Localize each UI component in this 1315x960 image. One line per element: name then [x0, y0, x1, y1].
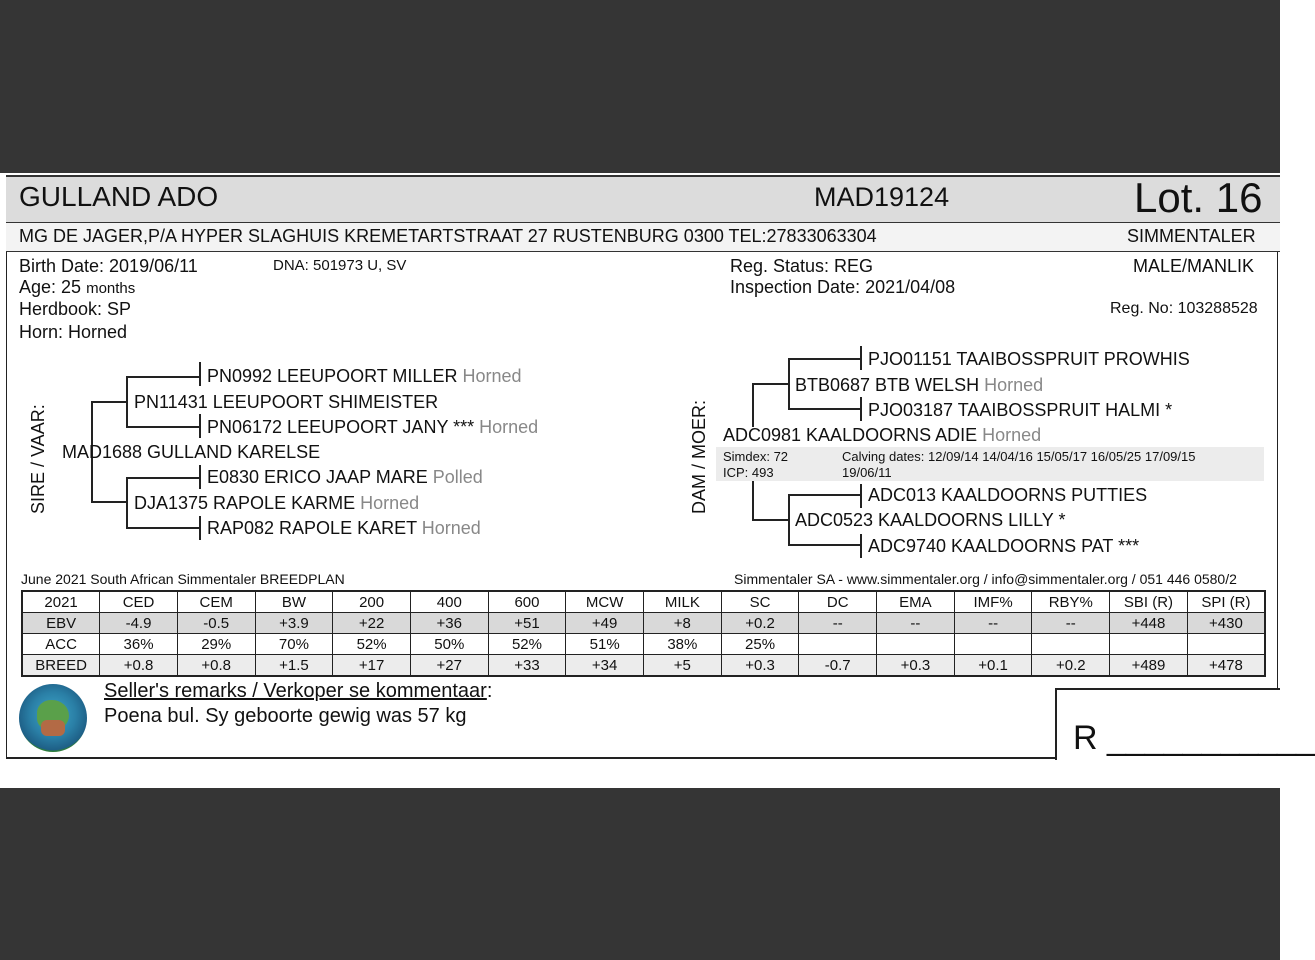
dam-sire-dam: PJO03187 TAAIBOSSPRUIT HALMI * — [868, 400, 1173, 420]
table-cell — [1110, 634, 1188, 655]
table-cell: -- — [1032, 613, 1110, 634]
sex: MALE/MANLIK — [1133, 256, 1255, 276]
dam-dam-tick — [199, 516, 201, 540]
table-cell: EBV — [22, 613, 100, 634]
table-cell — [1032, 634, 1110, 655]
header-cell: CED — [100, 591, 178, 613]
sire-dam-tick — [199, 414, 201, 438]
dam-main — [723, 425, 1041, 446]
dna-info: DNA: 501973 U, SV — [273, 257, 407, 274]
sire-dam-dam — [207, 518, 481, 539]
table-cell: 25% — [721, 634, 799, 655]
table-cell: +430 — [1187, 613, 1265, 634]
table-cell: +0.3 — [721, 655, 799, 677]
horn-tag: Horned — [462, 366, 522, 386]
price-field[interactable]: R ___________ — [1073, 719, 1315, 757]
dam-sire-dam-tick — [860, 397, 862, 421]
table-cell: +33 — [488, 655, 566, 677]
dam-sire-sire-tick — [860, 346, 862, 370]
header-cell: 600 — [488, 591, 566, 613]
sire-sire: PN11431 LEEUPOORT SHIMEISTER — [134, 392, 439, 412]
dam-bracket-bottom — [752, 519, 790, 521]
header-cell: MCW — [566, 591, 644, 613]
table-cell: -0.5 — [177, 613, 255, 634]
table-cell: +22 — [333, 613, 411, 634]
table-cell: +34 — [566, 655, 644, 677]
table-cell: +489 — [1110, 655, 1188, 677]
header-cell: CEM — [177, 591, 255, 613]
table-header-row — [22, 591, 1265, 613]
horn-tag: Horned — [360, 493, 420, 513]
reg-number: Reg. No: 103288528 — [1110, 300, 1258, 317]
calving-dates — [842, 449, 1195, 464]
sire-sire-tick — [199, 362, 201, 386]
sire-main: MAD1688 GULLAND KARELSE — [62, 442, 321, 462]
table-cell: -- — [799, 613, 877, 634]
dam-bracket-lower — [752, 481, 754, 521]
table-cell: +448 — [1110, 613, 1188, 634]
table-row-ebv — [22, 613, 1265, 634]
table-cell: +0.3 — [877, 655, 955, 677]
dam-sire — [795, 375, 1043, 396]
table-cell: -- — [954, 613, 1032, 634]
pedigree-name: RAP082 RAPOLE KARET — [207, 518, 417, 538]
table-cell: BREED — [22, 655, 100, 677]
header-cell: DC — [799, 591, 877, 613]
age-value: Age: 25 — [19, 277, 82, 297]
dam-dam-dam-tick — [860, 534, 862, 558]
lot-number: Lot. 16 — [1134, 174, 1263, 221]
dam-sire-bracket-top — [788, 358, 862, 360]
table-cell: +27 — [410, 655, 488, 677]
table-cell: 52% — [488, 634, 566, 655]
sire-sire-bracket-top — [126, 376, 201, 378]
horn-tag: Horned — [421, 518, 481, 538]
dam-dam: ADC0523 KAALDOORNS LILLY * — [795, 510, 1066, 530]
sire-sire-dam — [207, 417, 538, 438]
dam-side-label: DAM / MOER: — [689, 399, 709, 514]
header-cell: BW — [255, 591, 333, 613]
animal-name: GULLAND ADO — [19, 181, 219, 212]
remarks-heading-colon: : — [486, 680, 493, 702]
table-cell: +0.1 — [954, 655, 1032, 677]
dam-sire-bracket-top — [126, 477, 201, 479]
dam-sire-bracket — [788, 358, 790, 410]
table-cell: 50% — [410, 634, 488, 655]
table-cell: +36 — [410, 613, 488, 634]
calving-dates-2: 19/06/11 — [842, 465, 892, 480]
sire-sire-bracket-bottom — [126, 426, 201, 428]
pedigree-name: PN0992 LEEUPOORT MILLER — [207, 366, 458, 386]
breed-name: SIMMENTALER — [1127, 226, 1256, 246]
pedigree-name: E0830 ERICO JAAP MARE — [207, 467, 428, 487]
card-bottom-border — [6, 757, 1057, 759]
pedigree-name: BTB0687 BTB WELSH — [795, 375, 980, 395]
table-cell: +5 — [644, 655, 722, 677]
birth-date: Birth Date: 2019/06/11 — [19, 256, 198, 276]
dam-sire-tick — [199, 465, 201, 489]
contact-caption: Simmentaler SA - www.simmentaler.org / info@simmentaler.org / 051 446 0580/2 — [734, 571, 1237, 587]
dam-dam-sire: ADC013 KAALDOORNS PUTTIES — [868, 485, 1148, 505]
remarks-text: Poena bul. Sy geboorte gewig was 57 kg — [104, 705, 467, 727]
table-cell: 70% — [255, 634, 333, 655]
dam-sire-bracket-bottom — [126, 527, 201, 529]
table-cell — [877, 634, 955, 655]
herdbook: Herdbook: SP — [19, 299, 132, 319]
dam-dam-bracket — [788, 494, 790, 546]
header-cell: IMF% — [954, 591, 1032, 613]
simdex: Simdex: 72 — [723, 449, 789, 464]
table-cell: +478 — [1187, 655, 1265, 677]
table-cell: -- — [877, 613, 955, 634]
dam-sire-bracket — [126, 477, 128, 528]
horn-tag: Horned — [982, 425, 1042, 445]
header-cell: 200 — [333, 591, 411, 613]
horn-tag: Polled — [432, 467, 483, 487]
sire-bracket-top — [91, 401, 128, 403]
header-cell: RBY% — [1032, 591, 1110, 613]
breedplan-table — [21, 590, 1266, 677]
table-cell: 36% — [100, 634, 178, 655]
table-row-acc — [22, 634, 1265, 655]
table-cell: 52% — [333, 634, 411, 655]
sire-sire-bracket — [126, 376, 128, 427]
top-dark-band — [0, 0, 1280, 173]
table-row-breed — [22, 655, 1265, 677]
remarks-heading-text: Seller's remarks / Verkoper se kommentaar — [104, 680, 487, 702]
table-cell: -0.7 — [799, 655, 877, 677]
icp: ICP: 493 — [723, 465, 774, 480]
remarks-heading — [104, 680, 492, 703]
logo-cow-shape — [41, 720, 65, 736]
header-cell: 2021 — [22, 591, 100, 613]
reg-status: Reg. Status: REG — [730, 256, 874, 276]
dam-dam-dam: ADC9740 KAALDOORNS PAT *** — [868, 536, 1140, 556]
age — [19, 277, 135, 298]
horn-tag: Horned — [984, 375, 1044, 395]
pedigree-name: ADC0981 KAALDOORNS ADIE — [723, 425, 978, 445]
age-unit: months — [86, 280, 136, 297]
header-cell: MILK — [644, 591, 722, 613]
calving-date-list: 12/09/14 14/04/16 15/05/17 16/05/25 17/09/15 — [928, 449, 1196, 464]
sire-dam-sire — [207, 467, 483, 488]
simmentaler-logo-icon — [19, 684, 87, 752]
table-cell: +51 — [488, 613, 566, 634]
sire-bracket-bottom — [91, 501, 128, 503]
calving-label: Calving dates: — [842, 449, 925, 464]
table-cell: 38% — [644, 634, 722, 655]
table-cell — [1187, 634, 1265, 655]
table-cell: +0.8 — [177, 655, 255, 677]
animal-id: MAD19124 — [814, 182, 950, 212]
dam-dam-bracket-bottom — [788, 544, 862, 546]
table-cell: ACC — [22, 634, 100, 655]
table-cell — [799, 634, 877, 655]
inspection-date: Inspection Date: 2021/04/08 — [730, 277, 956, 297]
dam-bracket-upper — [752, 383, 754, 427]
header-cell: SC — [721, 591, 799, 613]
dam-dam-sire-tick — [860, 484, 862, 508]
table-cell: -4.9 — [100, 613, 178, 634]
dam-dam-bracket-top — [788, 494, 862, 496]
table-cell: +1.5 — [255, 655, 333, 677]
table-cell: 51% — [566, 634, 644, 655]
pedigree-name: DJA1375 RAPOLE KARME — [134, 493, 356, 513]
table-cell — [954, 634, 1032, 655]
table-cell: 29% — [177, 634, 255, 655]
sire-side-label: SIRE / VAAR: — [28, 404, 48, 514]
pedigree-name: PN06172 LEEUPOORT JANY *** — [207, 417, 475, 437]
sire-dam — [134, 493, 419, 514]
sire-sire-sire — [207, 366, 522, 387]
dam-bracket-top — [752, 383, 790, 385]
header-cell: SBI (R) — [1110, 591, 1188, 613]
table-cell: +49 — [566, 613, 644, 634]
breedplan-caption: June 2021 South African Simmentaler BREEDPLAN — [21, 571, 345, 587]
dam-sire-sire: PJO01151 TAAIBOSSPRUIT PROWHIS — [868, 349, 1190, 369]
dam-sire-bracket-bottom — [788, 408, 862, 410]
bottom-dark-band — [0, 788, 1280, 960]
table-cell: +0.2 — [1032, 655, 1110, 677]
table-cell: +17 — [333, 655, 411, 677]
horn-tag: Horned — [479, 417, 539, 437]
table-cell: +8 — [644, 613, 722, 634]
header-cell: 400 — [410, 591, 488, 613]
table-cell: +0.2 — [721, 613, 799, 634]
owner-info: MG DE JAGER,P/A HYPER SLAGHUIS KREMETARTSTRAAT 27 RUSTENBURG 0300 TEL:27833063304 — [19, 226, 877, 246]
header-cell: EMA — [877, 591, 955, 613]
horn-status: Horn: Horned — [19, 322, 128, 342]
table-cell: +0.8 — [100, 655, 178, 677]
header-cell: SPI (R) — [1187, 591, 1265, 613]
table-cell: +3.9 — [255, 613, 333, 634]
